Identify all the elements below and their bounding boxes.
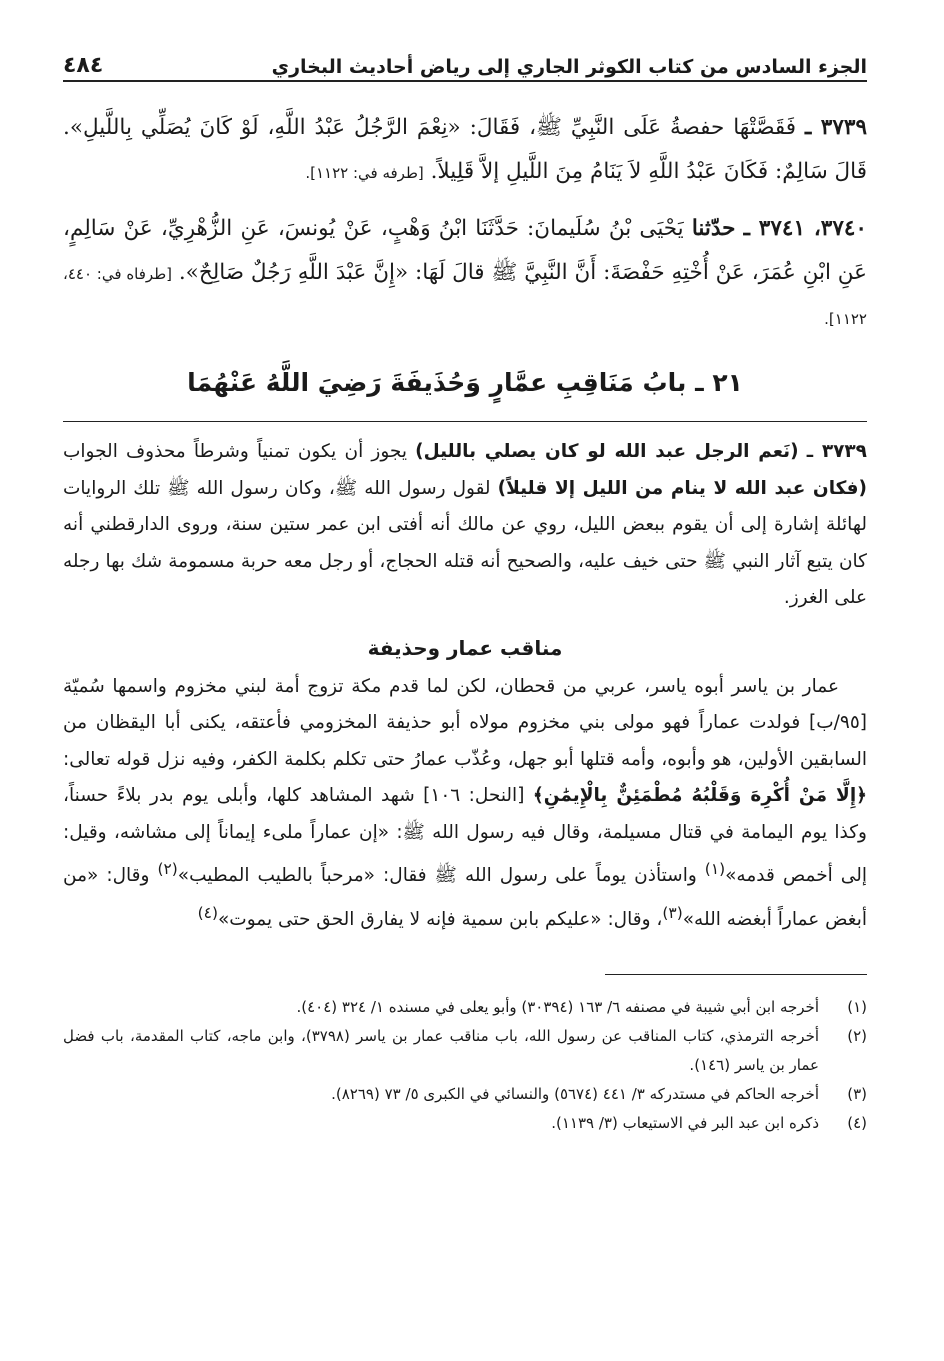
cross-reference: [طرفه في: ١١٢٢]. — [305, 164, 424, 182]
footnote — [63, 1109, 867, 1138]
footnote-number: (٤) — [847, 1114, 867, 1133]
footnote-number: (٢) — [847, 1027, 867, 1046]
footnote — [63, 1080, 867, 1109]
footnote-number: (١) — [847, 998, 867, 1017]
page-number: ٤٨٤ — [63, 53, 104, 78]
footnote — [63, 993, 867, 1022]
biography-text: وقال: «من أبغض عماراً أبغضه الله» — [63, 865, 867, 930]
biography-paragraph — [63, 669, 867, 939]
footnote-marker[interactable]: (١) — [704, 860, 726, 878]
commentary-text: يجوز أن يكون تمنياً وشرطاً محذوف الجواب — [63, 441, 407, 462]
hadith-text: يَحْيَى بْنُ سُلَيمانَ: حَدَّثَنَا ابْنُ وَهْبٍ، عَنْ يُونسَ، عَنِ الزُّهْرِيِّ، عَنْ سَالِمٍ، عَنِ ابْنِ عُمَرَ، عَنْ أُخْتِهِ حَفْصَةَ: أَنَّ النَّبِيَّ ﷺ قالَ لَهَا: «إِنَّ عَبْدَ اللَّهِ رَجُلٌ صَالِحٌ». — [63, 216, 867, 285]
biography-text: عمار بن ياسر أبوه ياسر، عربي من قحطان، لكن لما قدم مكة تزوج أمة لبني مخزوم واسمها سُميّة [٩٥/ب] فولدت عماراً فهو مولى بني مخزوم مولاه أبو حذيفة المخزومي فأعتقه، يكنى أبا اليقظان من السابقين الأولين، هو وأبوه، وأمه قتلها أبو جهل، وعُذّب عمارُ حتى تكلم بكلمة الكفر، وفيه نزل قوله تعالى: — [63, 675, 867, 770]
biography-text: ، وقال: «عليكم بابن سمية فإنه لا يفارق الحق حتى يموت» — [217, 908, 663, 930]
commentary-number: ٣٧٣٩ ـ — [806, 441, 867, 462]
footnote — [63, 1022, 867, 1080]
commentary-quote: (فكان عبد الله لا ينام من الليل إلا قليلاً) — [497, 477, 867, 499]
hadith-3739 — [63, 106, 867, 195]
footnote-marker[interactable]: (٢) — [157, 860, 178, 878]
footnote-number: (٣) — [847, 1085, 867, 1104]
biography-text: [النحل: ١٠٦] شهد المشاهد كلها، وأبلى يوم بدر بلاءً حسناً، وكذا يوم اليمامة في قتال مسيلمة، وقال فيه رسول الله ﷺ: «إن عماراً ملىء إيماناً إلى مشاشه، وقيل: إلى أخمص قدمه» — [63, 785, 867, 887]
hadith-3740-3741 — [63, 207, 867, 341]
footnote-rule — [605, 974, 867, 975]
commentary-quote: (نَعم الرجل عبد الله لو كان يصلي بالليل) — [415, 441, 799, 462]
footnote-marker[interactable]: (٣) — [662, 903, 683, 922]
commentary-divider — [63, 421, 867, 422]
footnote-text: أخرجه الحاكم في مستدركه ٣/ ٤٤١ (٥٦٧٤) والنسائي في الكبرى ٥/ ٧٣ (٨٢٦٩). — [331, 1085, 819, 1104]
quran-verse: ﴿إِلَّا مَنْ أُكْرِهَ وَقَلْبُهُ مُطْمَئِنٌّ بِالْإِيمَٰنِ﴾ — [532, 785, 867, 806]
running-title: الجزء السادس من كتاب الكوثر الجاري إلى رياض أحاديث البخاري — [271, 56, 867, 78]
cross-reference: [طرفاه في: ٤٤٠، ١١٢٢]. — [63, 265, 867, 328]
commentary-text: لقول رسول الله ﷺ، وكان رسول الله ﷺ تلك الروايات لهائلة إشارة إلى أن يقوم ببعض الليل، روي عن مالك أنه أفتى ابن عمر ستين سنة، وروى الدارقطني أنه كان يتبع آثار النبي ﷺ حتى خيف عليه، والصحيح أنه قتله الحجاج، أو رجل معه حربة مسمومة شك بها رجله على الغرز. — [63, 477, 867, 608]
footnotes — [63, 993, 867, 1138]
header-rule — [63, 80, 867, 82]
footnote-text: ذكره ابن عبد البر في الاستيعاب (٣/ ١١٣٩). — [551, 1114, 819, 1133]
chapter-title: ٢١ ـ بابُ مَنَاقِبِ عمَّارٍ وَحُذَيفَةَ رَضِيَ اللَّهُ عَنْهُمَا — [187, 368, 743, 397]
footnote-marker[interactable]: (٤) — [197, 903, 218, 922]
book-page — [63, 38, 867, 1138]
footnote-text: أخرجه ابن أبي شيبة في مصنفه ٦/ ١٦٣ (٣٠٣٩٤) وأبو يعلى في مسنده ١/ ٣٢٤ (٤٠٤). — [296, 998, 819, 1017]
hadith-number: ٣٧٤٠، ٣٧٤١ ـ — [743, 216, 867, 241]
biography-text: واستأذن يوماً على رسول الله ﷺ فقال: «مرحباً بالطيب المطيب» — [177, 865, 705, 887]
hadith-number: ٣٧٣٩ ـ — [804, 115, 867, 140]
hadith-lead: حدّثنا — [691, 216, 736, 241]
commentary-3739 — [63, 434, 867, 617]
running-header — [63, 38, 867, 78]
hadith-text: فَقَصَّتْهَا حفصةُ عَلَى النَّبِيِّ ﷺ، فَقَالَ: «نِعْمَ الرَّجُلُ عَبْدُ اللَّهِ، لَوْ كَانَ يُصَلِّي بِاللَّيلِ». قَالَ سَالِمٌ: فَكَانَ عَبْدُ اللَّهِ لاَ يَنَامُ مِنَ اللَّيلِ إلاَّ قَلِيلاً. — [63, 115, 867, 184]
section-heading: مناقب عمار وحذيفة — [367, 635, 563, 660]
footnote-text: أخرجه الترمذي، كتاب المناقب عن رسول الله، باب مناقب عمار بن ياسر (٣٧٩٨)، وابن ماجه، كتاب المقدمة، باب فضل عمار بن ياسر (١٤٦). — [63, 1027, 820, 1075]
